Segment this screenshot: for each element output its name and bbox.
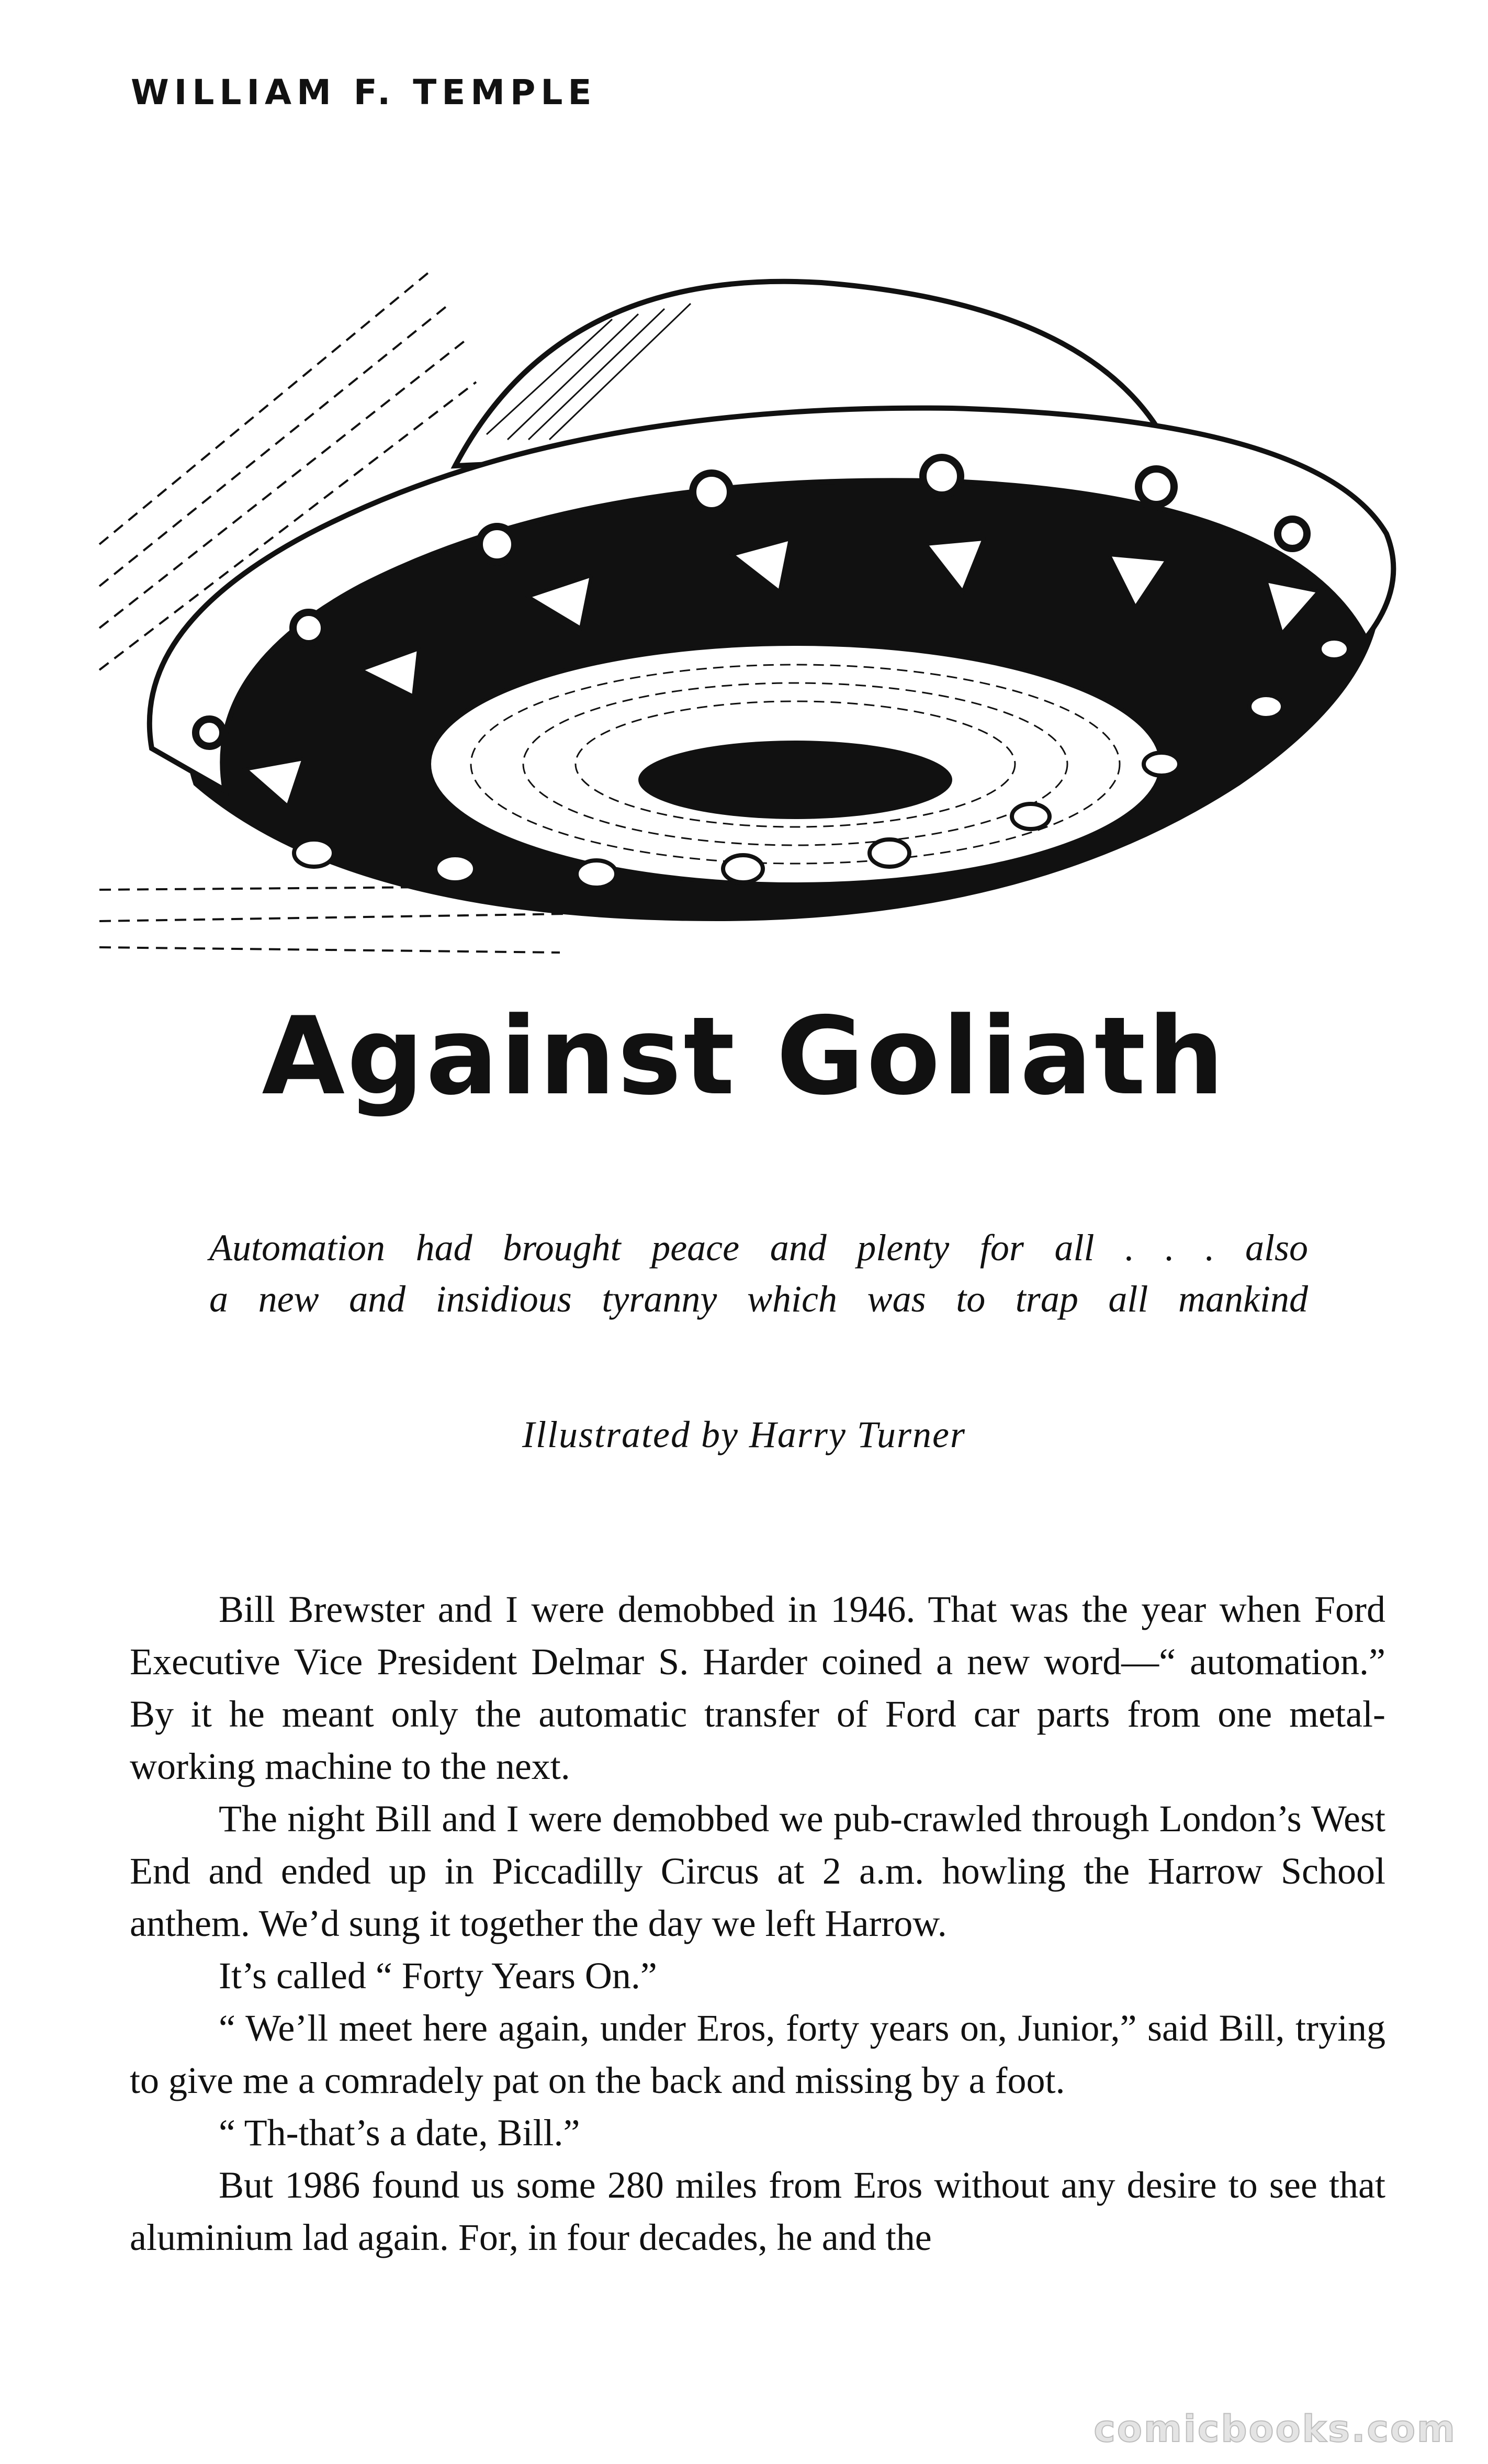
subtitle-line-1: Automation had brought peace and plenty for all . . . also xyxy=(209,1227,1308,1269)
author-byline: WILLIAM F. TEMPLE xyxy=(131,72,597,113)
watermark: comicbooks.com xyxy=(1094,2407,1457,2450)
paragraph: Bill Brewster and I were demobbed in 1946. That was the year when Ford Executive Vice President Delmar S. Harder coined a new word—“ automation.” By it he meant only the automatic transfer of Ford car parts from one metal-working machine to the next. xyxy=(130,1588,1385,1787)
paragraph: It’s called “ Forty Years On.” xyxy=(219,1955,657,1997)
subtitle-line-2: a new and insidious tyranny which was to trap all mankind xyxy=(209,1278,1308,1320)
illustrator-credit: Illustrated by Harry Turner xyxy=(522,1414,966,1455)
flying-saucer-illustration xyxy=(89,262,1397,973)
story-subtitle xyxy=(209,1222,1308,1325)
paragraph: But 1986 found us some 280 miles from Eros without any desire to see that aluminium lad again. For, in four decades, he and the xyxy=(130,2164,1385,2258)
paragraph: “ We’ll meet here again, under Eros, forty years on, Junior,” said Bill, trying to give me a comradely pat on the back and missing by a foot. xyxy=(130,2007,1385,2101)
story-title: Against Goliath xyxy=(262,994,1226,1119)
paragraph: “ Th-that’s a date, Bill.” xyxy=(219,2112,580,2154)
paragraph: The night Bill and I were demobbed we pub-crawled through London’s West End and ended up in Piccadilly Circus at 2 a.m. howling the Harrow School anthem. We’d sung it together the day we left Harrow. xyxy=(130,1798,1385,1944)
story-body xyxy=(130,1583,1385,2264)
